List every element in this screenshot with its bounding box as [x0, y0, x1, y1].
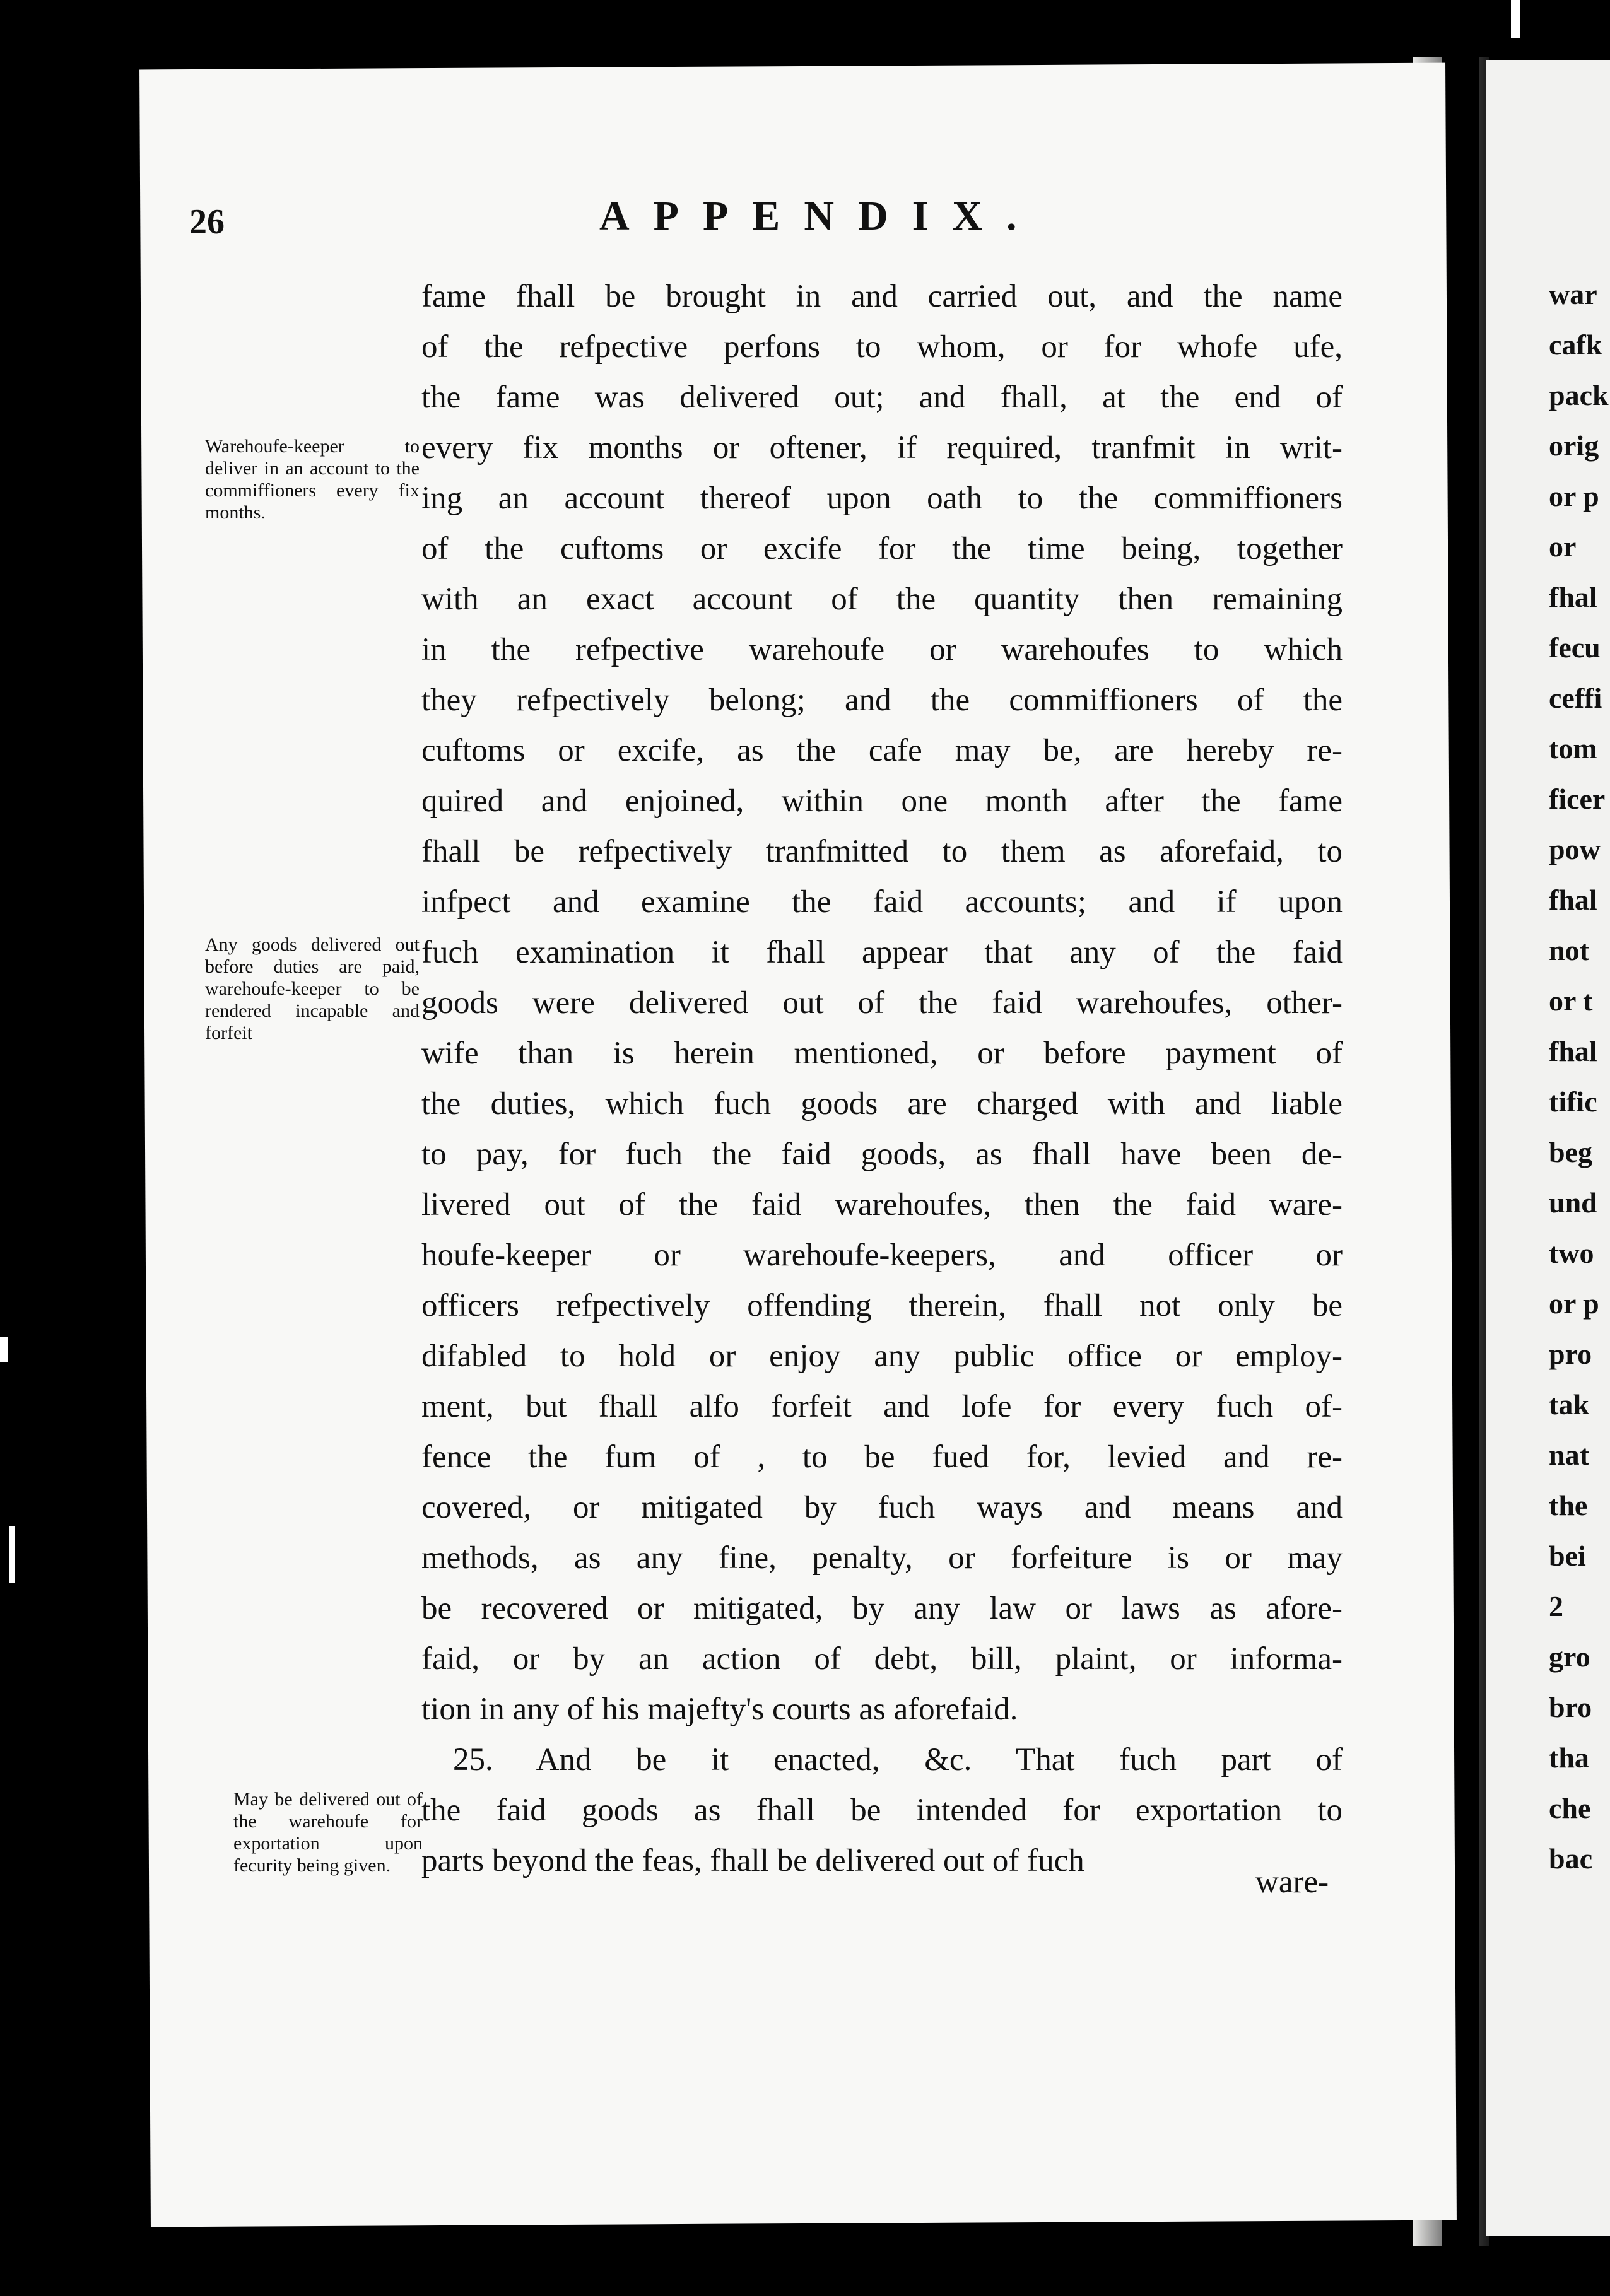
body-line: with an exact account of the quantity then remaining: [421, 582, 1343, 617]
margin-note-exportation: May be delivered out of the warehoufe for exportation upon fecurity being given.: [233, 1789, 423, 1876]
facing-page-fragment: ficer: [1549, 783, 1606, 815]
body-line: infpect and examine the faid accounts; and if upon: [421, 884, 1343, 920]
facing-page-fragment: 2: [1549, 1590, 1563, 1622]
body-line: ing an account thereof upon oath to the commiffioners: [421, 481, 1343, 516]
margin-note-forfeit: Any goods delivered out before duties are paid, warehoufe-keeper to be rendered incapable and forfeit: [205, 934, 420, 1043]
body-line: be recovered or mitigated, by any law or laws as afore-: [421, 1591, 1343, 1626]
scan-speck: [0, 1337, 8, 1362]
facing-page-fragment: or p: [1549, 480, 1599, 512]
facing-page-fragment: pow: [1549, 833, 1601, 865]
body-line: methods, as any fine, penalty, or forfeiture is or may: [421, 1540, 1343, 1576]
facing-page-fragment: orig: [1549, 430, 1599, 462]
body-line: wife than is herein mentioned, or before payment of: [421, 1036, 1343, 1071]
body-line: in the refpective warehoufe or warehoufes to which: [421, 632, 1343, 667]
body-line: fame fhall be brought in and carried out, and the name: [421, 279, 1343, 314]
facing-page-fragment: fhal: [1549, 884, 1597, 916]
facing-page: [1486, 60, 1610, 2236]
facing-page-fragment: und: [1549, 1186, 1597, 1219]
body-line: goods were delivered out of the faid warehoufes, other-: [421, 985, 1343, 1021]
body-line: every fix months or oftener, if required, tranfmit in writ-: [421, 430, 1343, 466]
facing-page-fragment: bro: [1549, 1691, 1592, 1723]
facing-page-fragment: cafk: [1549, 329, 1602, 361]
margin-note-account: Warehoufe-keeper to deliver in an account to the commiffioners every fix months.: [205, 436, 420, 523]
body-line: officers refpectively offending therein, fhall not only be: [421, 1288, 1343, 1323]
body-line: 25. And be it enacted, &c. That fuch part of: [453, 1742, 1343, 1778]
body-line: of the cuftoms or excife for the time being, together: [421, 531, 1343, 566]
body-line: ment, but fhall alfo forfeit and lofe for every fuch of-: [421, 1389, 1343, 1424]
body-line: houfe-keeper or warehoufe-keepers, and officer or: [421, 1238, 1343, 1273]
facing-page-fragment: nat: [1549, 1439, 1589, 1471]
body-text: [421, 271, 1343, 1886]
body-line: they refpectively belong; and the commiffioners of the: [421, 682, 1343, 718]
scan-speck: [9, 1526, 15, 1583]
facing-page-fragment: tom: [1549, 732, 1597, 764]
body-line: livered out of the faid warehoufes, then the faid ware-: [421, 1187, 1343, 1222]
body-line: faid, or by an action of debt, bill, plaint, or informa-: [421, 1641, 1343, 1677]
scan-speck: [1511, 0, 1520, 38]
facing-page-fragment: or t: [1549, 985, 1593, 1017]
facing-page-fragment: fhal: [1549, 581, 1597, 613]
facing-page-fragment: gro: [1549, 1641, 1590, 1673]
body-line: fhall be refpectively tranfmitted to them as aforefaid, to: [421, 834, 1343, 869]
facing-page-fragment: or p: [1549, 1287, 1599, 1320]
body-line: covered, or mitigated by fuch ways and means and: [421, 1490, 1343, 1525]
facing-page-fragment: beg: [1549, 1136, 1592, 1168]
facing-page-fragment: not: [1549, 934, 1589, 966]
facing-page-fragment: bei: [1549, 1540, 1586, 1572]
body-line: parts beyond the feas, fhall be delivered out of fuch: [421, 1843, 1084, 1878]
facing-page-fragment: pack: [1549, 379, 1609, 411]
body-line: fence the fum of , to be fued for, levied and re-: [421, 1439, 1343, 1475]
facing-page-fragment: or: [1549, 530, 1577, 563]
facing-page-fragment: fhal: [1549, 1035, 1597, 1067]
facing-page-fragment: war: [1549, 278, 1597, 310]
body-line: the duties, which fuch goods are charged with and liable: [421, 1086, 1343, 1122]
body-line: tion in any of his majefty's courts as aforefaid.: [421, 1692, 1018, 1727]
body-line: quired and enjoined, within one month after the fame: [421, 783, 1343, 819]
body-line: fuch examination it fhall appear that any of the faid: [421, 935, 1343, 970]
facing-page-fragment: ceffi: [1549, 682, 1602, 714]
facing-page-fragment: tha: [1549, 1742, 1589, 1774]
body-line: difabled to hold or enjoy any public office or employ-: [421, 1338, 1343, 1374]
facing-page-fragment: pro: [1549, 1338, 1592, 1370]
facing-page-fragment: the: [1549, 1489, 1588, 1521]
body-line: to pay, for fuch the faid goods, as fhall have been de-: [421, 1137, 1343, 1172]
body-line: cuftoms or excife, as the cafe may be, are hereby re-: [421, 733, 1343, 768]
facing-page-fragment: two: [1549, 1237, 1594, 1269]
facing-page-fragment: fecu: [1549, 631, 1601, 664]
body-line: of the refpective perfons to whom, or for whofe ufe,: [421, 329, 1343, 365]
running-title: APPENDIX.: [599, 193, 1041, 239]
facing-page-fragment: tific: [1549, 1086, 1597, 1118]
catchword: ware-: [1255, 1865, 1329, 1900]
body-line: the faid goods as fhall be intended for exportation to: [421, 1793, 1343, 1828]
page-number: 26: [189, 202, 225, 242]
facing-page-fragment: tak: [1549, 1388, 1589, 1420]
facing-page-fragment: che: [1549, 1792, 1591, 1824]
body-line: the fame was delivered out; and fhall, at the end of: [421, 380, 1343, 415]
facing-page-fragment: bac: [1549, 1842, 1592, 1875]
